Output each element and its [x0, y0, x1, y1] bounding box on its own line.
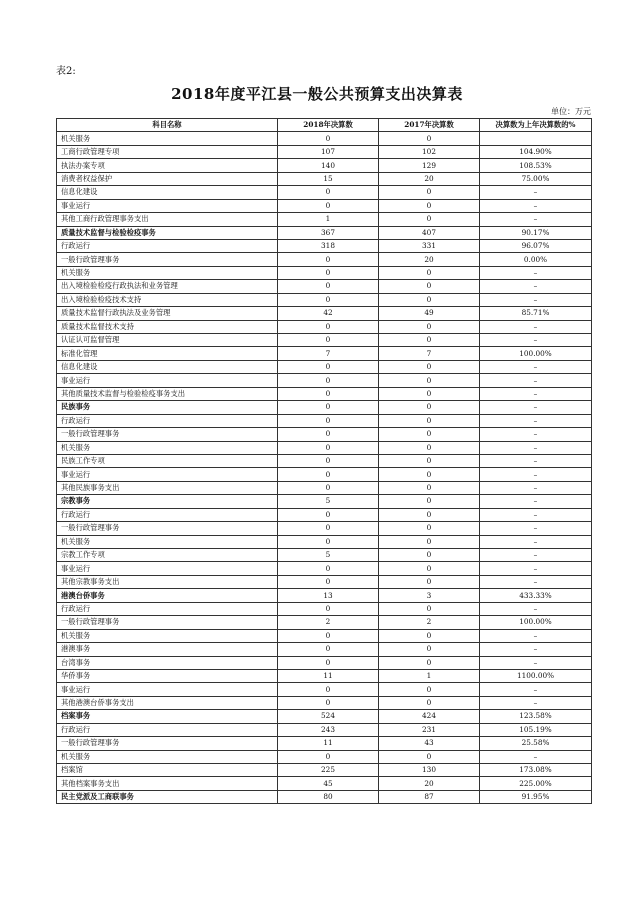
row-2018: 0	[278, 656, 379, 669]
row-ratio: –	[480, 508, 592, 521]
table-row	[57, 683, 592, 696]
row-subject: 宗教事务	[57, 495, 278, 508]
table-row	[57, 723, 592, 736]
row-2018: 0	[278, 280, 379, 293]
row-2018: 0	[278, 562, 379, 575]
row-ratio: –	[480, 696, 592, 709]
table-row	[57, 468, 592, 481]
table-row	[57, 172, 592, 185]
row-2018: 7	[278, 347, 379, 360]
row-ratio: 108.53%	[480, 159, 592, 172]
row-2018: 0	[278, 387, 379, 400]
row-subject: 事业运行	[57, 683, 278, 696]
row-subject: 信息化建设	[57, 360, 278, 373]
row-subject: 其他港澳台侨事务支出	[57, 696, 278, 709]
row-2017: 129	[379, 159, 480, 172]
table-label: 表2:	[56, 66, 76, 77]
row-2017: 0	[379, 508, 480, 521]
row-ratio	[480, 132, 592, 145]
row-2017: 0	[379, 414, 480, 427]
table-row	[57, 347, 592, 360]
row-2017: 87	[379, 790, 480, 803]
row-ratio: –	[480, 549, 592, 562]
row-subject: 华侨事务	[57, 669, 278, 682]
row-ratio: 91.95%	[480, 790, 592, 803]
row-2018: 5	[278, 549, 379, 562]
row-2018: 0	[278, 481, 379, 494]
row-2017: 20	[379, 777, 480, 790]
budget-table	[56, 118, 592, 804]
row-ratio: –	[480, 468, 592, 481]
row-ratio: 96.07%	[480, 239, 592, 252]
row-2017: 0	[379, 750, 480, 763]
row-ratio: 173.08%	[480, 764, 592, 777]
row-2017: 20	[379, 172, 480, 185]
table-row	[57, 669, 592, 682]
row-2017: 0	[379, 629, 480, 642]
row-2018: 0	[278, 643, 379, 656]
row-subject: 事业运行	[57, 374, 278, 387]
row-2018: 318	[278, 239, 379, 252]
row-2018: 0	[278, 374, 379, 387]
row-ratio: –	[480, 266, 592, 279]
row-ratio: 105.19%	[480, 723, 592, 736]
row-2018: 0	[278, 199, 379, 212]
row-2018: 243	[278, 723, 379, 736]
row-ratio: –	[480, 683, 592, 696]
row-2017: 231	[379, 723, 480, 736]
row-2017: 0	[379, 428, 480, 441]
table-row	[57, 253, 592, 266]
row-subject: 港澳事务	[57, 643, 278, 656]
row-ratio: –	[480, 213, 592, 226]
row-subject: 其他档案事务支出	[57, 777, 278, 790]
row-ratio: –	[480, 374, 592, 387]
row-2018: 0	[278, 535, 379, 548]
row-ratio: –	[480, 428, 592, 441]
table-row	[57, 145, 592, 158]
row-2017: 0	[379, 401, 480, 414]
row-ratio: –	[480, 320, 592, 333]
row-subject: 档案事务	[57, 710, 278, 723]
row-2018: 0	[278, 522, 379, 535]
table-row	[57, 535, 592, 548]
row-2018: 0	[278, 629, 379, 642]
row-2018: 0	[278, 186, 379, 199]
row-2017: 0	[379, 643, 480, 656]
table-row	[57, 320, 592, 333]
row-subject: 档案馆	[57, 764, 278, 777]
row-ratio: 25.58%	[480, 737, 592, 750]
table-row	[57, 280, 592, 293]
row-ratio: –	[480, 575, 592, 588]
row-2017: 331	[379, 239, 480, 252]
row-2017: 424	[379, 710, 480, 723]
header-2018: 2018年决算数	[278, 119, 379, 132]
table-row	[57, 266, 592, 279]
table-row	[57, 401, 592, 414]
row-2018: 0	[278, 454, 379, 467]
row-ratio: –	[480, 441, 592, 454]
table-row	[57, 575, 592, 588]
row-subject: 机关服务	[57, 629, 278, 642]
table-row	[57, 159, 592, 172]
row-2018: 45	[278, 777, 379, 790]
row-subject: 机关服务	[57, 441, 278, 454]
row-subject: 执法办案专项	[57, 159, 278, 172]
row-2018: 0	[278, 575, 379, 588]
row-2018: 0	[278, 414, 379, 427]
table-row	[57, 199, 592, 212]
row-2017: 0	[379, 481, 480, 494]
row-ratio: –	[480, 293, 592, 306]
table-row	[57, 750, 592, 763]
row-subject: 出入境检验检疫行政执法和业务管理	[57, 280, 278, 293]
table-row	[57, 508, 592, 521]
table-row	[57, 589, 592, 602]
row-subject: 机关服务	[57, 750, 278, 763]
row-2017: 7	[379, 347, 480, 360]
header-subject: 科目名称	[57, 119, 278, 132]
row-subject: 一般行政管理事务	[57, 737, 278, 750]
row-subject: 工商行政管理专项	[57, 145, 278, 158]
table-row	[57, 710, 592, 723]
table-row	[57, 616, 592, 629]
row-subject: 信息化建设	[57, 186, 278, 199]
row-subject: 事业运行	[57, 199, 278, 212]
row-2017: 0	[379, 387, 480, 400]
table-row	[57, 307, 592, 320]
row-ratio: –	[480, 629, 592, 642]
row-2017: 0	[379, 441, 480, 454]
row-ratio: 100.00%	[480, 347, 592, 360]
table-row	[57, 441, 592, 454]
row-2018: 0	[278, 320, 379, 333]
row-ratio: –	[480, 334, 592, 347]
row-ratio: –	[480, 401, 592, 414]
row-ratio: –	[480, 360, 592, 373]
row-subject: 机关服务	[57, 535, 278, 548]
row-2017: 0	[379, 683, 480, 696]
table-row	[57, 549, 592, 562]
row-2017: 407	[379, 226, 480, 239]
row-subject: 民族工作专项	[57, 454, 278, 467]
row-2018: 5	[278, 495, 379, 508]
table-row	[57, 764, 592, 777]
row-2017: 0	[379, 549, 480, 562]
row-2018: 0	[278, 132, 379, 145]
row-subject: 一般行政管理事务	[57, 253, 278, 266]
row-2018: 0	[278, 696, 379, 709]
row-2018: 140	[278, 159, 379, 172]
table-row	[57, 374, 592, 387]
table-row	[57, 643, 592, 656]
header-ratio: 决算数为上年决算数的%	[480, 119, 592, 132]
row-2018: 0	[278, 428, 379, 441]
row-subject: 机关服务	[57, 266, 278, 279]
row-2018: 11	[278, 737, 379, 750]
row-2017: 0	[379, 280, 480, 293]
row-2018: 80	[278, 790, 379, 803]
table-row	[57, 213, 592, 226]
row-2018: 0	[278, 334, 379, 347]
row-ratio: –	[480, 750, 592, 763]
row-subject: 一般行政管理事务	[57, 616, 278, 629]
row-ratio: 104.90%	[480, 145, 592, 158]
table-row	[57, 656, 592, 669]
row-2017: 0	[379, 522, 480, 535]
row-subject: 行政运行	[57, 508, 278, 521]
row-ratio: –	[480, 387, 592, 400]
row-ratio: –	[480, 643, 592, 656]
row-ratio: –	[480, 199, 592, 212]
row-subject: 行政运行	[57, 239, 278, 252]
table-row	[57, 132, 592, 145]
row-subject: 认证认可监督管理	[57, 334, 278, 347]
table-row	[57, 629, 592, 642]
row-2017: 0	[379, 266, 480, 279]
row-2018: 0	[278, 293, 379, 306]
table-row	[57, 562, 592, 575]
table-row	[57, 360, 592, 373]
row-2018: 0	[278, 750, 379, 763]
row-2017: 3	[379, 589, 480, 602]
table-row	[57, 481, 592, 494]
row-2017: 0	[379, 374, 480, 387]
row-2018: 0	[278, 602, 379, 615]
row-subject: 行政运行	[57, 723, 278, 736]
row-subject: 一般行政管理事务	[57, 428, 278, 441]
row-2017: 0	[379, 562, 480, 575]
row-2017: 102	[379, 145, 480, 158]
row-2018: 524	[278, 710, 379, 723]
table-row	[57, 334, 592, 347]
table-row	[57, 293, 592, 306]
row-2018: 15	[278, 172, 379, 185]
row-2018: 13	[278, 589, 379, 602]
row-2017: 0	[379, 199, 480, 212]
row-ratio: 1100.00%	[480, 669, 592, 682]
row-subject: 出入境检验检疫技术支持	[57, 293, 278, 306]
row-ratio: 225.00%	[480, 777, 592, 790]
row-subject: 质量技术监督与检验检疫事务	[57, 226, 278, 239]
row-ratio: 123.58%	[480, 710, 592, 723]
row-2018: 0	[278, 360, 379, 373]
row-2017: 0	[379, 360, 480, 373]
row-subject: 一般行政管理事务	[57, 522, 278, 535]
row-subject: 民族事务	[57, 401, 278, 414]
row-ratio: –	[480, 522, 592, 535]
unit-label: 单位：万元	[551, 107, 591, 116]
row-2018: 1	[278, 213, 379, 226]
row-subject: 事业运行	[57, 468, 278, 481]
row-2017: 0	[379, 454, 480, 467]
row-subject: 宗教工作专项	[57, 549, 278, 562]
row-subject: 机关服务	[57, 132, 278, 145]
row-subject: 其他宗教事务支出	[57, 575, 278, 588]
row-2018: 0	[278, 253, 379, 266]
row-2018: 42	[278, 307, 379, 320]
row-2018: 0	[278, 508, 379, 521]
row-2017: 0	[379, 602, 480, 615]
row-ratio: –	[480, 454, 592, 467]
row-subject: 行政运行	[57, 414, 278, 427]
row-2017: 0	[379, 213, 480, 226]
row-2018: 367	[278, 226, 379, 239]
row-2018: 0	[278, 266, 379, 279]
row-2018: 0	[278, 468, 379, 481]
page-title: 2018年度平江县一般公共预算支出决算表	[171, 85, 463, 103]
row-subject: 港澳台侨事务	[57, 589, 278, 602]
row-ratio: 100.00%	[480, 616, 592, 629]
row-subject: 行政运行	[57, 602, 278, 615]
table-row	[57, 737, 592, 750]
table-row	[57, 790, 592, 803]
row-2018: 11	[278, 669, 379, 682]
table-row	[57, 387, 592, 400]
row-ratio: 85.71%	[480, 307, 592, 320]
header-2017: 2017年决算数	[379, 119, 480, 132]
row-2017: 20	[379, 253, 480, 266]
row-subject: 其他质量技术监督与检验检疫事务支出	[57, 387, 278, 400]
row-2018: 107	[278, 145, 379, 158]
row-2017: 0	[379, 656, 480, 669]
table-row	[57, 522, 592, 535]
table-row	[57, 495, 592, 508]
row-2017: 0	[379, 132, 480, 145]
table-row	[57, 777, 592, 790]
row-subject: 民主党派及工商联事务	[57, 790, 278, 803]
table-row	[57, 226, 592, 239]
row-subject: 消费者权益保护	[57, 172, 278, 185]
table-row	[57, 239, 592, 252]
row-2017: 0	[379, 535, 480, 548]
row-2017: 0	[379, 186, 480, 199]
row-subject: 质量技术监督行政执法及业务管理	[57, 307, 278, 320]
row-2018: 0	[278, 441, 379, 454]
row-2017: 0	[379, 334, 480, 347]
row-2018: 2	[278, 616, 379, 629]
row-ratio: –	[480, 481, 592, 494]
row-ratio: –	[480, 562, 592, 575]
row-2017: 0	[379, 468, 480, 481]
row-ratio: –	[480, 186, 592, 199]
row-2017: 2	[379, 616, 480, 629]
row-2017: 1	[379, 669, 480, 682]
row-ratio: –	[480, 656, 592, 669]
row-ratio: –	[480, 495, 592, 508]
row-ratio: 75.00%	[480, 172, 592, 185]
row-subject: 其他民族事务支出	[57, 481, 278, 494]
row-2018: 0	[278, 683, 379, 696]
table-header-row	[57, 119, 592, 132]
row-subject: 质量技术监督技术支持	[57, 320, 278, 333]
row-ratio: 90.17%	[480, 226, 592, 239]
row-ratio: –	[480, 602, 592, 615]
table-row	[57, 414, 592, 427]
row-ratio: 0.00%	[480, 253, 592, 266]
table-row	[57, 186, 592, 199]
table-row	[57, 428, 592, 441]
table-row	[57, 696, 592, 709]
row-2017: 0	[379, 293, 480, 306]
row-subject: 标准化管理	[57, 347, 278, 360]
row-2017: 130	[379, 764, 480, 777]
row-ratio: –	[480, 280, 592, 293]
row-2018: 0	[278, 401, 379, 414]
row-subject: 事业运行	[57, 562, 278, 575]
table-row	[57, 602, 592, 615]
row-2017: 0	[379, 495, 480, 508]
row-ratio: –	[480, 414, 592, 427]
row-subject: 台湾事务	[57, 656, 278, 669]
row-2017: 49	[379, 307, 480, 320]
row-ratio: 433.33%	[480, 589, 592, 602]
row-2018: 225	[278, 764, 379, 777]
row-ratio: –	[480, 535, 592, 548]
row-2017: 0	[379, 320, 480, 333]
table-row	[57, 454, 592, 467]
row-subject: 其他工商行政管理事务支出	[57, 213, 278, 226]
row-2017: 43	[379, 737, 480, 750]
row-2017: 0	[379, 696, 480, 709]
row-2017: 0	[379, 575, 480, 588]
